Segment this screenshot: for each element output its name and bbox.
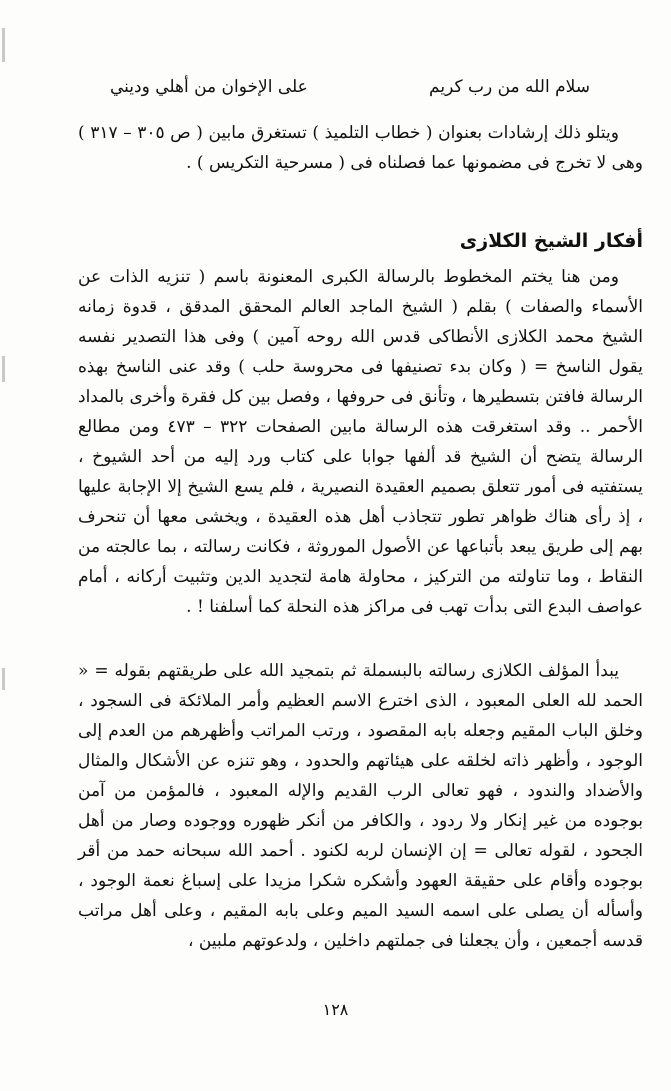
scan-edge-mark-top [2,28,5,62]
opening-paragraph-block [78,656,643,956]
verse-left-hemistich: على الإخوان من أهلي وديني [110,77,308,97]
intro-paragraph: ويتلو ذلك إرشادات بعنوان ( خطاب التلميذ ) تستغرق مابين ( ص ٣٠٥ – ٣١٧ ) وهى لا تخرج فى مضمونها عما فصلناه فى ( مسرحية التكريس ) . [78,123,643,173]
section-heading: أفكار الشيخ الكلازى [459,230,643,252]
verse-right-hemistich: سلام الله من رب كريم [429,77,590,97]
page-number: ١٢٨ [322,1000,349,1019]
poem-verse [110,72,590,102]
opening-paragraph: يبدأ المؤلف الكلازى رسالته بالبسملة ثم بتمجيد الله على طريقتهم بقوله = « الحمد لله العلى المعبود ، الذى اخترع الاسم العظيم وأمر الملائكة فى السجود ، وخلق الباب المقيم وجعله بابه المقصود ، ورتب المراتب وأظهرهم من العدم إلى الوجود ، وأظهر ذاته لخلقه على هيئاتهم والحدود ، وهو تنزه عن الأشكال والمثال والأضداد والندود ، فهو تعالى الرب القديم والإله المعبود ، فالمؤمن من آمن بوجوده من غير إنكار ولا ردود ، والكافر من أنكر ظهوره ووجوده وصار من أهل الجحود ، لقوله تعالى = إن الإنسان لربه لكنود . أحمد الله سبحانه حمد من أقر بوجوده وأقام على حقيقة العهود وأشكره شكرا مزيدا على إسباغ نعمة الوجود ، وأسأله أن يصلى على اسمه السيد الميم وعلى بابه المقيم ، وعلى أهل مراتب قدسه أجمعين ، وأن يجعلنا فى جملتهم داخلين ، ولدعوتهم ملبين ، [78,661,643,951]
intro-paragraph-block [78,118,643,178]
scan-edge-mark-bottom [2,668,5,690]
manuscript-paragraph: ومن هنا يختم المخطوط بالرسالة الكبرى المعنونة باسم ( تنزيه الذات عن الأسماء والصفات ) بقلم ( الشيخ الماجد العالم المحقق المدقق ، قدوة زمانه الشيخ محمد الكلازى الأنطاكى قدس الله روحه آمين ) وفى هذا التصدير نفسه يقول الناسخ = ( وكان بدء تصنيفها فى محروسة حلب ) وقد عنى الناسخ بهذه الرسالة فافتن بتسطيرها ، وتأنق فى حروفها ، وفصل بين كل فقرة وأخرى بالمداد الأحمر .. وقد استغرقت هذه الرسالة مابين الصفحات ٣٢٢ – ٤٧٣ ومن مطالع الرسالة يتضح أن الشيخ قد ألفها جوابا على كتاب ورد إليه من أحد الشيوخ ، يستفتيه فى أمور تتعلق بصميم العقيدة النصيرية ، فلم يسع الشيخ إلا الإجابة عليها ، إذ رأى هناك ظواهر تطور تتجاذب أهل هذه العقيدة ، ويخشى معها أن تنحرف بهم إلى طريق يبعد بأتباعها عن الأصول الموروثة ، فكانت رسالته ، بما عالجته من النقاط ، وما تناولته من التركيز ، محاولة هامة لتجديد الدين وتثبيت أركانه ، أمام عواصف البدع التى بدأت تهب فى مراكز هذه النحلة كما أسلفنا ! . [78,267,644,617]
manuscript-paragraph-block [78,262,643,622]
scan-edge-mark-middle [2,356,5,382]
